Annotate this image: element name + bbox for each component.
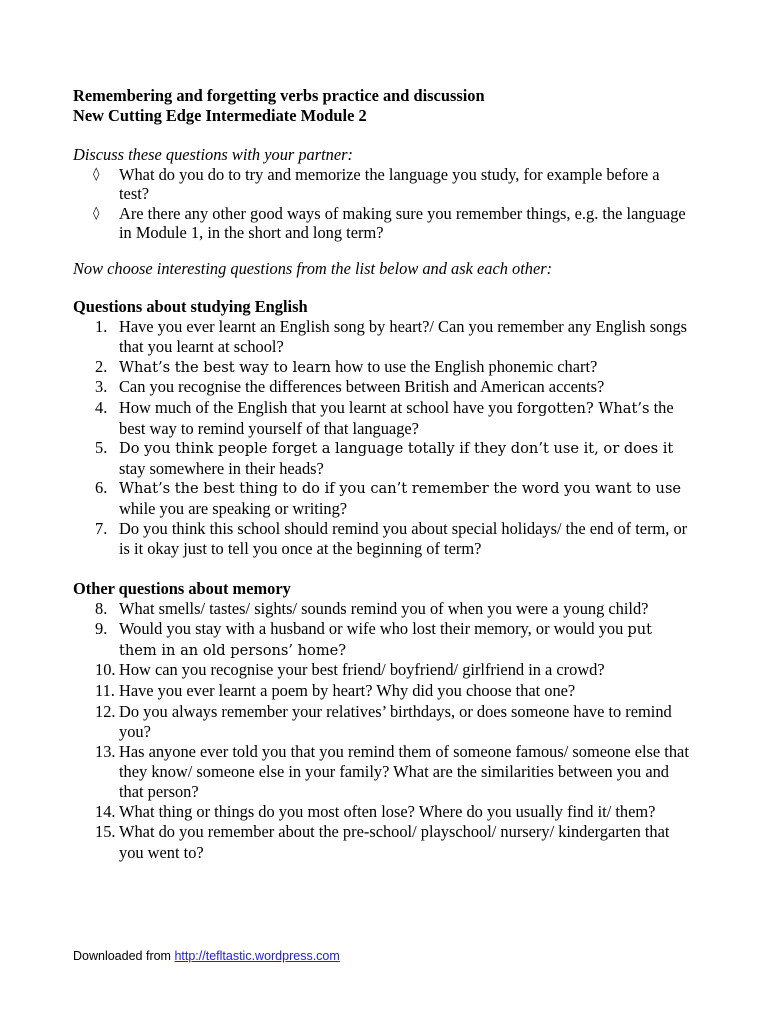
question-text: What smells/ tastes/ sights/ sounds remind you of when you were a young child? (119, 598, 649, 618)
question-emphasis: forgotten? What’s (516, 399, 650, 417)
worksheet-page (73, 86, 693, 862)
document-title: Remembering and forgetting verbs practice and discussion (73, 86, 485, 105)
question-number: 4. (95, 397, 108, 417)
question-text: Can you recognise the differences between British and American accents? (119, 377, 605, 397)
memory-question-list (73, 599, 693, 863)
question-number: 7. (95, 518, 108, 538)
list-item (73, 619, 693, 660)
list-item (73, 478, 693, 518)
list-item (73, 204, 693, 243)
discuss-instruction: Discuss these questions with your partner: (73, 145, 353, 164)
question-number: 13. (95, 741, 116, 761)
download-footer (73, 948, 340, 964)
question-number: 1. (95, 316, 108, 336)
question-text: What do you remember about the pre-school/ playschool/ nursery/ kindergarten that you went to? (119, 822, 670, 862)
list-item (73, 742, 693, 802)
list-item (73, 802, 693, 823)
list-item (73, 660, 693, 681)
question-text: Do you think this school should remind you about special holidays/ the end of term, or is it okay just to tell you once at the beginning of term? (119, 518, 688, 559)
list-item (73, 599, 693, 620)
question-number: 6. (95, 478, 108, 498)
source-link[interactable]: http://tefltastic.wordpress.com (174, 949, 340, 963)
discuss-question-list (73, 165, 693, 243)
list-item (73, 398, 693, 438)
list-item (73, 519, 693, 559)
section-heading-studying-english: Questions about studying English (73, 296, 308, 316)
question-text: How can you recognise your best friend/ boyfriend/ girlfriend in a crowd? (119, 660, 605, 680)
list-item (73, 681, 693, 702)
list-item (73, 317, 693, 357)
question-text: stay somewhere in their heads? (119, 458, 324, 478)
list-item (73, 438, 693, 478)
discuss-question-text: What do you do to try and memorize the language you study, for example before a test? (119, 164, 660, 204)
question-number: 8. (95, 598, 108, 618)
question-text: How much of the English that you learnt at school have you (119, 397, 517, 417)
question-number: 12. (95, 701, 116, 721)
question-number: 5. (95, 438, 108, 458)
footer-prefix: Downloaded from (73, 949, 175, 963)
document-subtitle: New Cutting Edge Intermediate Module 2 (73, 106, 367, 125)
question-text: the best way to remind yourself of that language? (119, 397, 674, 438)
question-text: how to use the English phonemic chart? (331, 356, 598, 376)
question-number: 15. (95, 822, 116, 842)
question-text: Have you ever learnt a poem by heart? Why did you choose that one? (119, 681, 576, 701)
question-text: Do you always remember your relatives’ birthdays, or does someone have to remind you? (119, 701, 672, 742)
diamond-outline-icon: ◊ (93, 166, 100, 182)
question-text: Has anyone ever told you that you remind them of someone famous/ someone else that they know/ someone else in your family? What are the similarities between you and that person? (119, 741, 689, 802)
question-emphasis: Do you think people forget a language totally if they don’t use it, or does it (119, 440, 674, 458)
question-number: 9. (95, 619, 108, 639)
list-item (73, 357, 693, 378)
studying-english-question-list (73, 317, 693, 559)
section-heading-memory: Other questions about memory (73, 578, 291, 598)
diamond-outline-icon: ◊ (93, 205, 100, 221)
choose-instruction: Now choose interesting questions from the list below and ask each other: (73, 258, 553, 278)
question-emphasis: What’s the best way to learn (119, 358, 331, 376)
list-item (73, 377, 693, 398)
question-text: while you are speaking or writing? (119, 498, 348, 518)
question-emphasis: What’s the best thing to do if you can’t remember the word you want to use (119, 480, 682, 498)
list-item (73, 165, 693, 204)
question-number: 10. (95, 660, 116, 680)
list-item (73, 702, 693, 742)
discuss-question-text: Are there any other good ways of making sure you remember things, e.g. the language in Module 1, in the short and long term? (119, 203, 686, 243)
question-number: 2. (95, 356, 108, 376)
list-item (73, 822, 693, 862)
question-text: Have you ever learnt an English song by heart?/ Can you remember any English songs that you learnt at school? (119, 316, 688, 357)
question-text: Would you stay with a husband or wife who lost their memory, or would you (119, 619, 628, 639)
question-number: 11. (95, 681, 115, 701)
question-number: 14. (95, 801, 116, 821)
question-number: 3. (95, 377, 108, 397)
question-text: What thing or things do you most often lose? Where do you usually find it/ them? (119, 801, 656, 821)
question-emphasis: put them in an old persons’ home? (119, 621, 652, 659)
